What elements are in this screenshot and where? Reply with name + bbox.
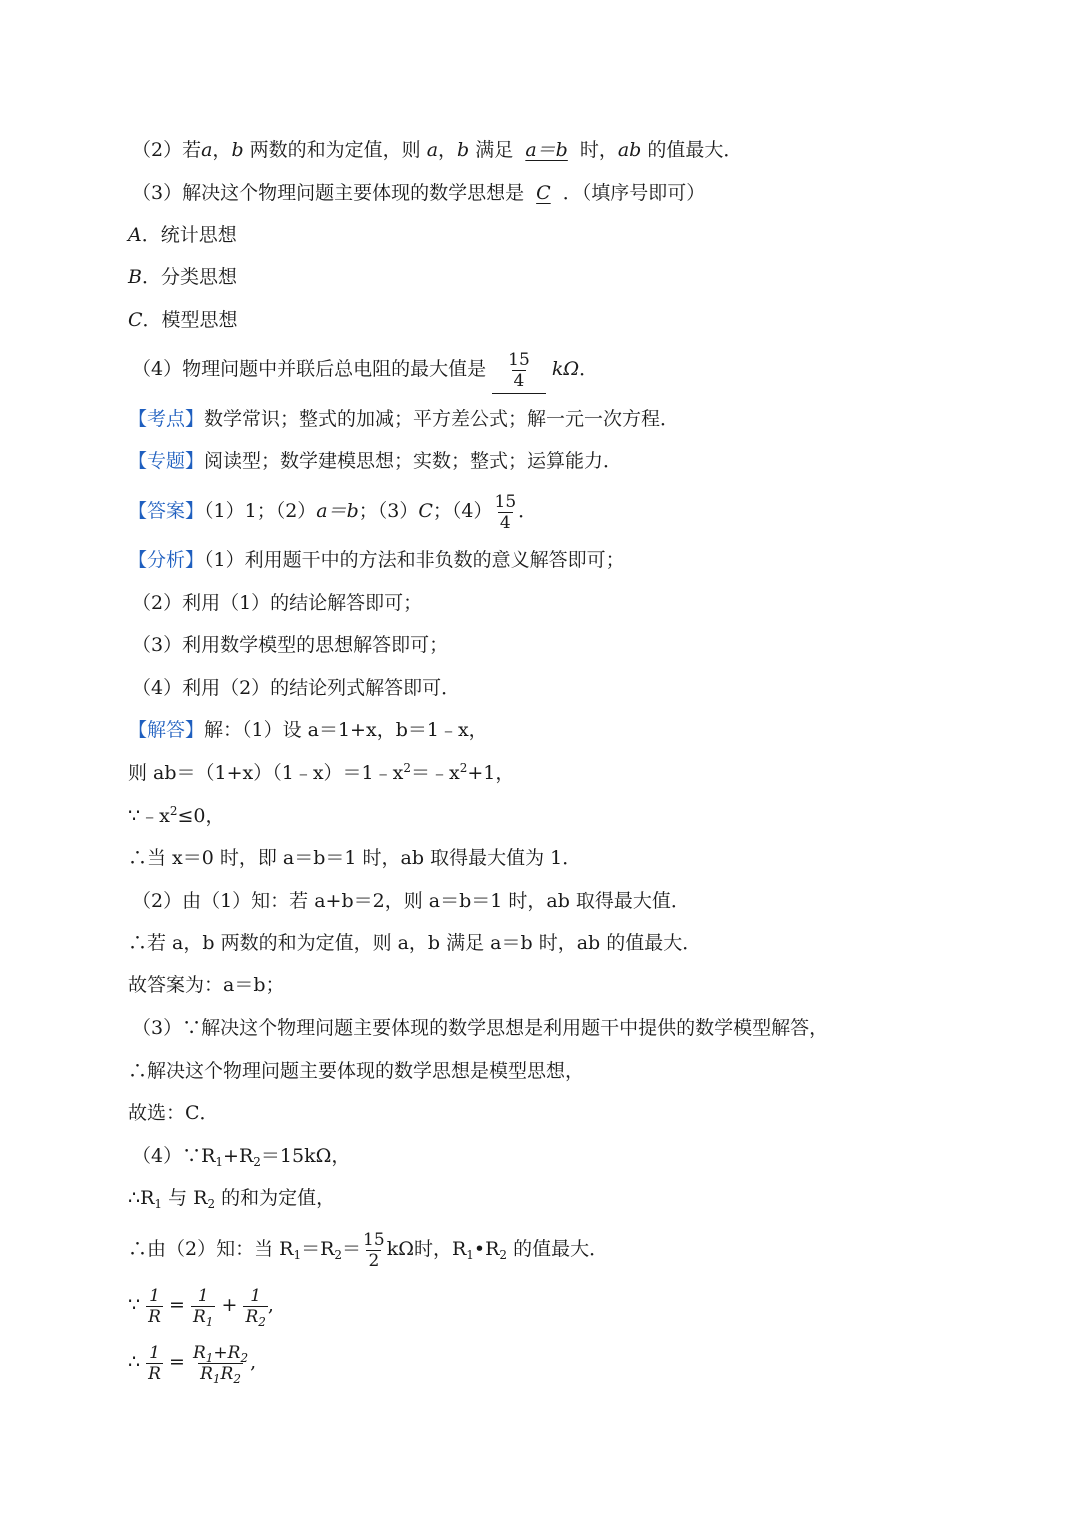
option-text: ．统计思想 (141, 224, 237, 246)
solution-step-1 (128, 760, 514, 786)
text: R (200, 1363, 213, 1384)
numerator: 1 (149, 1342, 160, 1363)
text: （2）若 (132, 139, 202, 161)
text: （4）∵R (132, 1145, 216, 1167)
option-letter: A (128, 224, 142, 246)
subscript: 2 (499, 1248, 508, 1262)
text: （2）由（1）知：若 a+b＝2，则 a＝b＝1 时，ab 取得最大值． (132, 890, 690, 912)
text: ＝15kΩ， (260, 1145, 351, 1167)
solution-step-6 (128, 972, 285, 998)
text: + (221, 1294, 238, 1316)
text: ≤0， (177, 805, 225, 827)
var: ab (617, 139, 642, 161)
fraction (146, 1286, 163, 1327)
question-4-line (132, 346, 598, 394)
text: ∴由（2）知：当 R (128, 1238, 294, 1260)
text: +R (223, 1145, 254, 1167)
subscript: 1 (154, 1197, 163, 1211)
option-text: ．分类思想 (141, 266, 237, 288)
text: ∴若 a，b 两数的和为定值，则 a，b 满足 a＝b 时，ab 的值最大． (128, 932, 702, 954)
unit: kΩ (551, 358, 580, 380)
fraction (493, 492, 519, 533)
fraction (361, 1230, 387, 1271)
text: +R (213, 1342, 241, 1363)
text: = (169, 1351, 185, 1373)
numerator: 1 (149, 1285, 160, 1306)
text: ， (212, 139, 232, 161)
fenxi-line-3 (132, 632, 448, 658)
text: 故答案为：a＝b； (128, 974, 285, 996)
subscript: 1 (215, 1155, 224, 1169)
text: 满足 (469, 139, 520, 161)
text: ∵ (128, 1294, 141, 1316)
text: 与 R (162, 1187, 208, 1209)
var: a (426, 139, 439, 161)
text: 故选：C． (128, 1102, 219, 1124)
text: ＝﹣x (411, 762, 460, 784)
text: ．（填序号即可） (556, 182, 706, 204)
option-text: ．模型思想 (142, 309, 238, 331)
question-3-line (132, 180, 705, 206)
text: （3）∵解决这个物理问题主要体现的数学思想是利用题干中提供的数学模型解答， (132, 1017, 829, 1039)
answer-blank: C (536, 182, 551, 204)
text: 的值最大． (641, 139, 743, 161)
text: 两数的和为定值，则 (243, 139, 427, 161)
subscript: 1 (466, 1248, 474, 1262)
text: ∴当 x＝0 时，即 a＝b＝1 时，ab 取得最大值为 1． (128, 847, 582, 869)
text: 时， (573, 139, 618, 161)
numerator: 15 (494, 491, 517, 512)
option-c (128, 307, 238, 333)
denominator: R (148, 1363, 161, 1384)
text: R (192, 1342, 206, 1363)
option-letter: B (128, 266, 142, 288)
superscript: 2 (403, 761, 412, 775)
text: ． (518, 500, 538, 522)
text: +1， (467, 762, 515, 784)
section-tag: 【考点】 (128, 408, 205, 430)
kaodian-line (128, 406, 679, 432)
jieda-line (128, 717, 488, 743)
option-letter: C (128, 309, 143, 331)
var: b (231, 139, 244, 161)
text: 的和为定值， (215, 1187, 336, 1209)
subscript: 1 (205, 1350, 214, 1365)
text: （3）利用数学模型的思想解答即可； (132, 634, 449, 656)
subscript: 2 (253, 1155, 261, 1169)
section-tag: 【答案】 (128, 500, 205, 522)
text: 数学常识；整式的加减；平方差公式；解一元一次方程． (204, 408, 680, 430)
section-tag: 【解答】 (128, 719, 205, 741)
text: （4）利用（2）的结论列式解答即可． (132, 677, 461, 699)
fraction (506, 350, 532, 391)
numerator: 1 (197, 1285, 209, 1306)
daan-line (128, 488, 537, 534)
fenxi-line-2 (132, 590, 422, 616)
text: ；（3） (358, 500, 419, 522)
text: kΩ时，R (386, 1238, 467, 1260)
text: ＝ (342, 1238, 362, 1260)
solution-step-3 (128, 845, 581, 871)
superscript: 2 (169, 804, 178, 818)
answer-blank: a＝b (525, 139, 568, 161)
text: ；（4） (432, 500, 493, 522)
text: , (250, 1351, 257, 1373)
text: , (267, 1294, 274, 1316)
text: （1）1；（2） (204, 500, 317, 522)
numerator: 1 (250, 1285, 262, 1306)
text: ， (438, 139, 458, 161)
denominator: 4 (513, 371, 525, 391)
text: （4）物理问题中并联后总电阻的最大值是 (132, 358, 487, 380)
subscript: 2 (240, 1350, 249, 1365)
solution-step-9 (128, 1100, 219, 1126)
denominator: 4 (499, 512, 511, 533)
formula-2 (128, 1337, 256, 1387)
text: ∴R (128, 1187, 155, 1209)
fraction (191, 1286, 215, 1327)
solution-step-12 (128, 1226, 608, 1272)
solution-step-7 (132, 1015, 828, 1041)
denominator (198, 1363, 243, 1384)
text: 的值最大． (507, 1238, 609, 1260)
text: •R (473, 1238, 500, 1260)
text: 阅读型；数学建模思想；实数；整式；运算能力． (204, 450, 623, 472)
question-2-line (132, 137, 742, 163)
subscript: 2 (207, 1197, 216, 1211)
zhuanti-line (128, 448, 622, 474)
subscript: 1 (293, 1248, 302, 1262)
text: C (418, 500, 433, 522)
solution-step-5 (128, 930, 701, 956)
text: （2）利用（1）的结论解答即可； (132, 592, 423, 614)
solution-step-11 (128, 1185, 335, 1211)
solution-step-4 (132, 888, 690, 914)
fraction (191, 1343, 250, 1384)
text: ∴ (128, 1351, 141, 1373)
solution-step-2 (128, 803, 224, 829)
subscript: 1 (205, 1314, 214, 1329)
text: a＝b (316, 500, 359, 522)
answer-blank (492, 347, 546, 394)
denominator (243, 1306, 267, 1327)
subscript: 2 (334, 1248, 343, 1262)
solution-step-8 (128, 1058, 584, 1084)
text: = (169, 1294, 185, 1316)
numerator: 15 (508, 350, 530, 370)
subscript: 2 (258, 1314, 266, 1329)
section-tag: 【专题】 (128, 450, 205, 472)
var: a (201, 139, 213, 161)
text: R (245, 1306, 259, 1327)
fraction (243, 1286, 267, 1327)
formula-1 (128, 1280, 274, 1330)
text: （3）解决这个物理问题主要体现的数学思想是 (132, 182, 531, 204)
fraction (146, 1343, 163, 1384)
fenxi-line-4 (132, 675, 460, 701)
solution-step-10 (132, 1143, 350, 1169)
text: ＝R (301, 1238, 335, 1260)
denominator: 2 (368, 1250, 380, 1271)
var: b (457, 139, 470, 161)
text: ∴解决这个物理问题主要体现的数学思想是模型思想， (128, 1060, 585, 1082)
text: ． (579, 358, 599, 380)
text: 则 ab＝（1+x）（1﹣x）＝1﹣x (128, 762, 404, 784)
numerator: 15 (363, 1229, 385, 1250)
subscript: 1 (212, 1371, 221, 1386)
denominator (191, 1306, 215, 1327)
fenxi-line (128, 547, 625, 573)
section-tag: 【分析】 (128, 549, 205, 571)
superscript: 2 (459, 761, 468, 775)
text: 解：（1）设 a＝1+x，b＝1﹣x， (204, 719, 488, 741)
text: ∵﹣x (128, 805, 170, 827)
denominator: R (148, 1306, 161, 1327)
text: R (192, 1306, 206, 1327)
numerator (191, 1343, 250, 1363)
subscript: 2 (233, 1371, 241, 1386)
text: （1）利用题干中的方法和非负数的意义解答即可； (204, 549, 625, 571)
option-b (128, 264, 237, 290)
option-a (128, 222, 237, 248)
text: R (220, 1363, 234, 1384)
